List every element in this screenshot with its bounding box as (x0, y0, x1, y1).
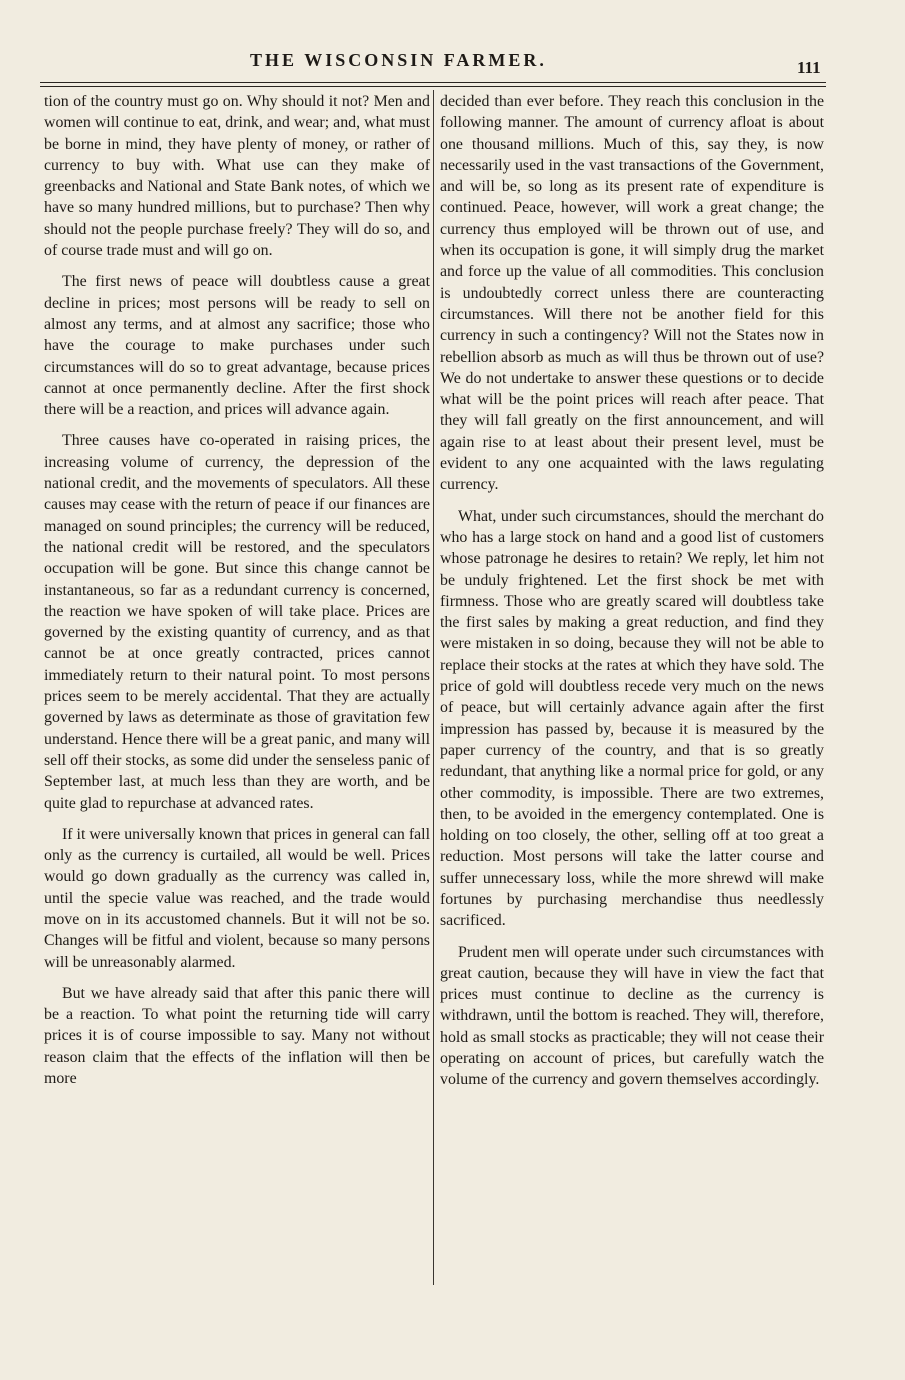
paragraph: Prudent men will operate under such circumstances with great caution, because they will have in view the fact that prices must continue to decline as the currency is withdrawn, until the bottom is reached. They will, therefore, hold as small stocks as practicable; they will not cease their operating on account of prices, but carefully watch the volume of the currency and govern themselves accordingly. (440, 943, 824, 1089)
paragraph: But we have already said that after this panic there will be a reaction. To what point the returning tide will carry prices it is of course impossible to say. Many not without reason claim that the effects of the inflation will then be more (44, 984, 430, 1088)
right-column (440, 91, 824, 1101)
paragraph: If it were universally known that prices in general can fall only as the currency is curtailed, all would be well. Prices would go down gradually as the currency was called in, until the specie value was reached, and the trade would move on in its accustomed channels. But it will not be so. Changes will be fitful and violent, because so many persons will be unreasonably alarmed. (44, 825, 430, 971)
page-number: 111 (797, 58, 821, 77)
left-column (44, 91, 430, 1099)
page-header (0, 42, 905, 82)
paragraph: What, under such circumstances, should the merchant do who has a large stock on hand and a good list of customers whose patronage he desires to retain? We reply, let him not be unduly frightened. Let the first shock be met with firmness. Those who are greatly scared will doubtless take the first sales by making a great reduction, and find they were mistaken in so doing, because they will not be able to replace their stocks at the rates at which they have sold. The price of gold will doubtless recede very much on the news of peace, but will certainly advance again after the first impression has passed by, because it is measured by the paper currency of the country, and that is so greatly redundant, that anything like a normal price for gold, or any other commodity, is impossible. There are two extremes, then, to be avoided in the emergency contemplated. One is holding on too closely, the other, selling off at too great a reduction. Most persons will take the latter course and suffer unnecessary loss, while the more shrewd will make fortunes by purchasing merchandise thus needlessly sacrificed. (440, 507, 824, 930)
column-divider (433, 90, 434, 1285)
paragraph: The first news of peace will doubtless cause a great decline in prices; most persons will be ready to sell on almost any terms, and at almost any sacrifice; those who have the courage to make purchases under such circumstances will do so to great advantage, because prices cannot at once permanently decline. After the first shock there will be a reaction, and prices will advance again. (44, 273, 430, 419)
header-rule-thin (40, 86, 826, 87)
paragraph: Three causes have co-operated in raising prices, the increasing volume of currency, the depression of the national credit, and the movements of speculators. All these causes may cease with the return of peace if our finances are managed on sound principles; the currency will be reduced, the national credit will be restored, and the speculators occupation will be gone. But since this change cannot be instantaneous, so far as a redundant currency is concerned, the reaction we have spoken of will take place. Prices are governed by the existing quantity of currency, and as that cannot be at once greatly contracted, prices cannot immediately return to their natural point. To most persons prices seem to be merely accidental. That they are actually governed by laws as determinate as those of gravitation few understand. Hence there will be a great panic, and many will sell off their stocks, as some did under the senseless panic of September last, at much less than they are worth, and be quite glad to repurchase at advanced rates. (44, 432, 430, 812)
header-rule (40, 82, 826, 83)
running-title: THE WISCONSIN FARMER. (250, 50, 547, 70)
paragraph: decided than ever before. They reach this conclusion in the following manner. The amount of currency afloat is about one thousand millions. Much of this, say they, is now necessarily used in the vast transactions of the Government, and will be, so long as its present rate of expenditure is continued. Peace, however, will work a great change; the currency thus employed will be thrown out of use, and when its occupation is gone, it will simply drug the market and force up the value of all commodities. This conclusion is undoubtedly correct unless there are counteracting circumstances. Will there not be another field for this currency in such a contingency? Will not the States now in rebellion absorb as much as will thus be thrown out of use? We do not undertake to answer these questions or to decide what will be the point prices will reach after peace. That they will fall greatly on the first announcement, and will again rise to at least about their present level, must be evident to any one acquainted with the laws regulating currency. (440, 93, 824, 494)
paragraph: tion of the country must go on. Why should it not? Men and women will continue to eat, drink, and wear; and, what must be borne in mind, they have plenty of money, or rather of currency to buy with. What use can they make of greenbacks and National and State Bank notes, of which we have so many hundred millions, but to purchase? Then why should not the people purchase freely? They will do so, and of course trade must and will go on. (44, 93, 430, 260)
